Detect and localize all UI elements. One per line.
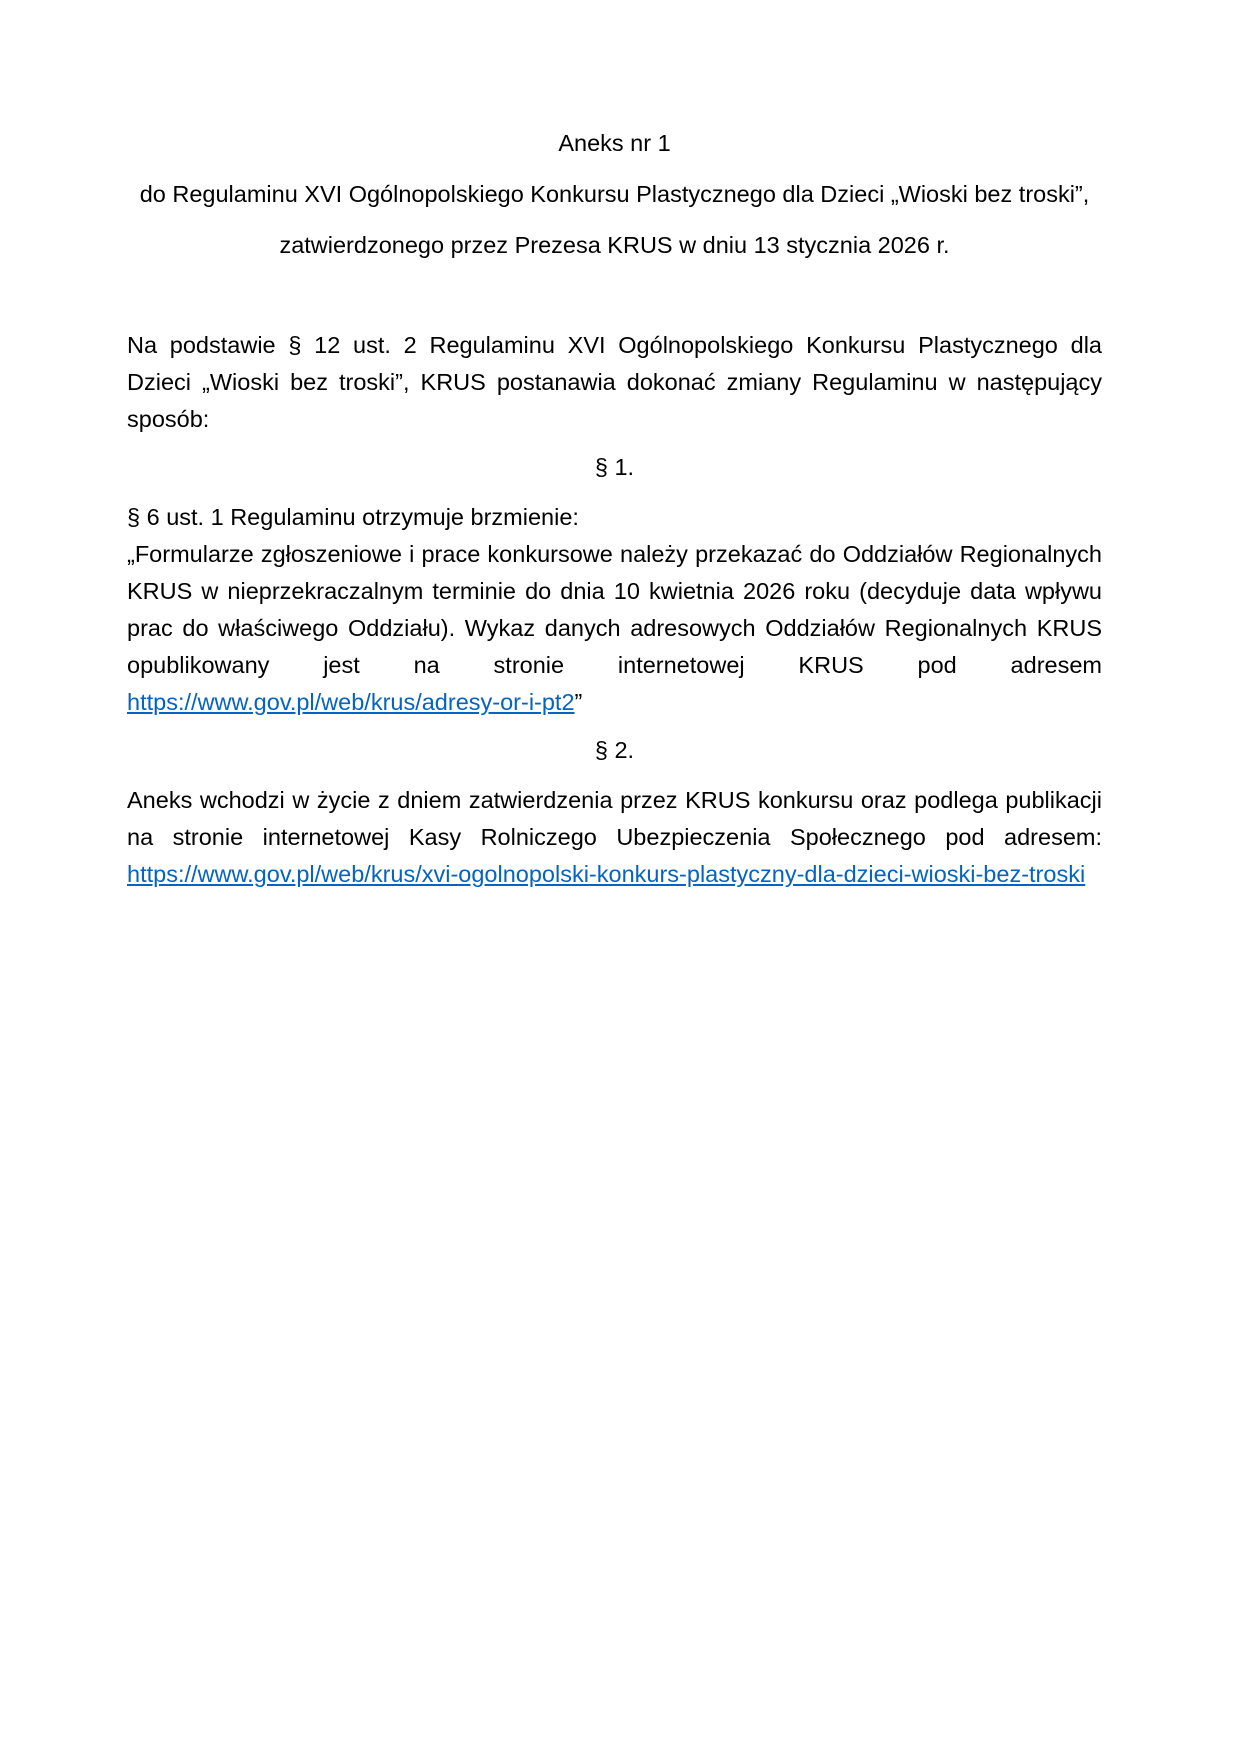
section-1-heading: § 1.: [594, 454, 635, 480]
document-title: Aneks nr 1: [558, 130, 671, 156]
document-content: [127, 125, 1102, 893]
section-1-text: „Formularze zgłoszeniowe i prace konkursowe należy przekazać do Oddziałów Regionalnych KRUS w nieprzekraczalnym terminie do dnia 10 kwietnia 2026 roku (decyduje data wpływu prac do właściwego Oddziału). Wykaz danych adresowych Oddziałów Regionalnych KRUS opublikowany jest na stronie internetowej KRUS pod adresem: [127, 541, 1102, 678]
document-subtitle-line-2: zatwierdzonego przez Prezesa KRUS w dniu 13 stycznia 2026 r.: [279, 232, 950, 258]
section-1-body: [127, 536, 1102, 721]
document-title-block: [127, 125, 1102, 264]
section-1-link[interactable]: https://www.gov.pl/web/krus/adresy-or-i-pt2: [127, 689, 575, 715]
section-2-text: Aneks wchodzi w życie z dniem zatwierdzenia przez KRUS konkursu oraz podlega publikacji na stronie internetowej Kasy Rolniczego Ubezpieczenia Społecznego pod adresem:: [127, 787, 1102, 850]
intro-paragraph: Na podstawie § 12 ust. 2 Regulaminu XVI Ogólnopolskiego Konkursu Plastycznego dla Dzieci „Wioski bez troski”, KRUS postanawia dokonać zmiany Regulaminu w następujący sposób:: [127, 332, 1102, 432]
section-1-lead: § 6 ust. 1 Regulaminu otrzymuje brzmienie:: [127, 504, 579, 530]
document-subtitle-line-1: do Regulaminu XVI Ogólnopolskiego Konkursu Plastycznego dla Dzieci „Wioski bez troski”,: [139, 181, 1090, 207]
section-2-link[interactable]: https://www.gov.pl/web/krus/xvi-ogolnopolski-konkurs-plastyczny-dla-dzieci-wioski-bez-troski: [127, 861, 1086, 887]
section-2-body: [127, 782, 1102, 893]
section-2-heading: § 2.: [594, 737, 635, 763]
section-1-closing-quote: ”: [574, 689, 583, 715]
